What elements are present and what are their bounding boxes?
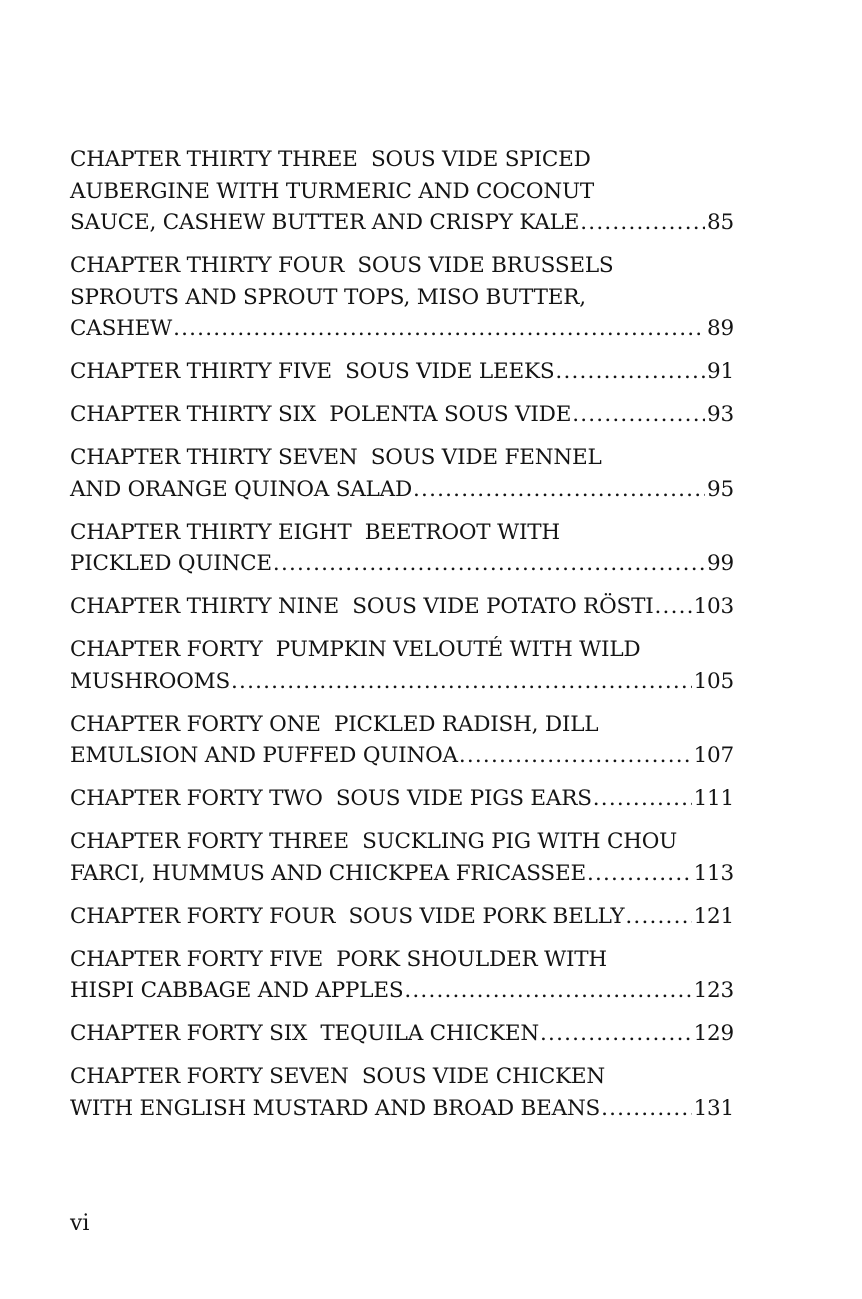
toc-entry-title-line: CHAPTER FORTY FOUR SOUS VIDE PORK BELLY — [70, 903, 625, 929]
page-number: 129 — [693, 1021, 734, 1046]
dot-leader — [413, 474, 705, 506]
toc-entry-title-line: CHAPTER THIRTY FOUR SOUS VIDE BRUSSELS — [70, 253, 614, 278]
toc-entry-title-line: SAUCE, CASHEW BUTTER AND CRISPY KALE — [70, 210, 580, 235]
toc-entry[interactable] — [70, 399, 734, 431]
toc-entry-title-line: CHAPTER FORTY PUMPKIN VELOUTÉ WITH WILD — [70, 637, 641, 662]
page-number: 105 — [693, 668, 734, 694]
page-number: 103 — [693, 594, 734, 619]
toc-entry-title-line: FARCI, HUMMUS AND CHICKPEA FRICASSEE — [70, 860, 586, 886]
toc-entry-title-line: SPROUTS AND SPROUT TOPS, MISO BUTTER, — [70, 284, 586, 310]
dot-leader — [655, 591, 692, 623]
toc-entry[interactable] — [70, 901, 734, 933]
dot-leader — [459, 740, 692, 772]
page-number: 99 — [707, 551, 734, 576]
dot-leader — [540, 1018, 692, 1050]
toc-entry[interactable] — [70, 356, 734, 388]
toc-entry-title-line: PICKLED QUINCE — [70, 551, 272, 576]
toc-entry[interactable] — [70, 442, 734, 505]
dot-leader — [580, 207, 705, 239]
toc-entry-title-line: CHAPTER THIRTY SIX POLENTA SOUS VIDE — [70, 402, 572, 427]
toc-entry[interactable] — [70, 826, 734, 889]
toc-entry[interactable] — [70, 783, 734, 815]
dot-leader — [587, 858, 692, 890]
toc-entry[interactable] — [70, 1061, 734, 1124]
dot-leader — [593, 783, 692, 815]
toc-entry[interactable] — [70, 634, 734, 697]
dot-leader — [273, 548, 705, 580]
toc-entry-title-line: CHAPTER FORTY THREE SUCKLING PIG WITH CHOU — [70, 829, 678, 854]
toc-entry[interactable] — [70, 250, 734, 345]
toc-entry-title-line: CHAPTER THIRTY THREE SOUS VIDE SPICED — [70, 147, 591, 172]
page-number: 123 — [693, 978, 734, 1003]
toc-entry-title-line: MUSHROOMS — [70, 668, 230, 694]
toc-entry-title-line: AND ORANGE QUINOA SALAD — [70, 476, 413, 502]
toc-entry[interactable] — [70, 944, 734, 1007]
page-number: 111 — [693, 786, 734, 811]
page-number: 121 — [693, 903, 734, 929]
page-number: 131 — [693, 1095, 734, 1121]
dot-leader — [404, 975, 691, 1007]
toc-entry-title-line: CHAPTER FORTY SEVEN SOUS VIDE CHICKEN — [70, 1064, 606, 1089]
toc-entry-title-line: CHAPTER THIRTY SEVEN SOUS VIDE FENNEL — [70, 445, 602, 470]
toc-entry-title-line: EMULSION AND PUFFED QUINOA — [70, 743, 458, 768]
toc-entry-title-line: HISPI CABBAGE AND APPLES — [70, 978, 404, 1003]
toc-entry-title-line: CHAPTER FORTY FIVE PORK SHOULDER WITH — [70, 946, 607, 972]
toc-entry[interactable] — [70, 709, 734, 772]
page-number: 85 — [707, 210, 734, 235]
page-folio: vi — [70, 1211, 90, 1236]
page-number: 107 — [693, 743, 734, 768]
toc-entry-title-line: CHAPTER FORTY SIX TEQUILA CHICKEN — [70, 1021, 539, 1046]
toc-entry[interactable] — [70, 517, 734, 580]
toc-entry[interactable] — [70, 144, 734, 239]
page-number: 113 — [693, 860, 734, 886]
dot-leader — [173, 313, 705, 345]
toc-entry-title-line: WITH ENGLISH MUSTARD AND BROAD BEANS — [70, 1095, 601, 1121]
toc-entry[interactable] — [70, 1018, 734, 1050]
page-number: 93 — [707, 402, 734, 427]
page-number: 95 — [707, 476, 734, 502]
toc-entry-title-line: CHAPTER THIRTY EIGHT BEETROOT WITH — [70, 519, 560, 545]
toc-entry-title-line: CHAPTER THIRTY NINE SOUS VIDE POTATO RÖSTI — [70, 594, 654, 619]
dot-leader — [555, 356, 705, 388]
table-of-contents — [70, 144, 734, 1136]
dot-leader — [601, 1093, 691, 1125]
toc-entry-title-line: AUBERGINE WITH TURMERIC AND COCONUT — [70, 178, 595, 204]
toc-entry-title-line: CHAPTER THIRTY FIVE SOUS VIDE LEEKS — [70, 359, 555, 384]
toc-entry-title-line: CASHEW — [70, 316, 173, 341]
dot-leader — [231, 666, 692, 698]
page-number: 91 — [707, 359, 734, 384]
toc-entry-title-line: CHAPTER FORTY ONE PICKLED RADISH, DILL — [70, 711, 599, 737]
toc-entry[interactable] — [70, 591, 734, 623]
toc-entry-title-line: CHAPTER FORTY TWO SOUS VIDE PIGS EARS — [70, 786, 592, 811]
dot-leader — [625, 901, 691, 933]
page-number: 89 — [707, 316, 734, 341]
dot-leader — [572, 399, 705, 431]
